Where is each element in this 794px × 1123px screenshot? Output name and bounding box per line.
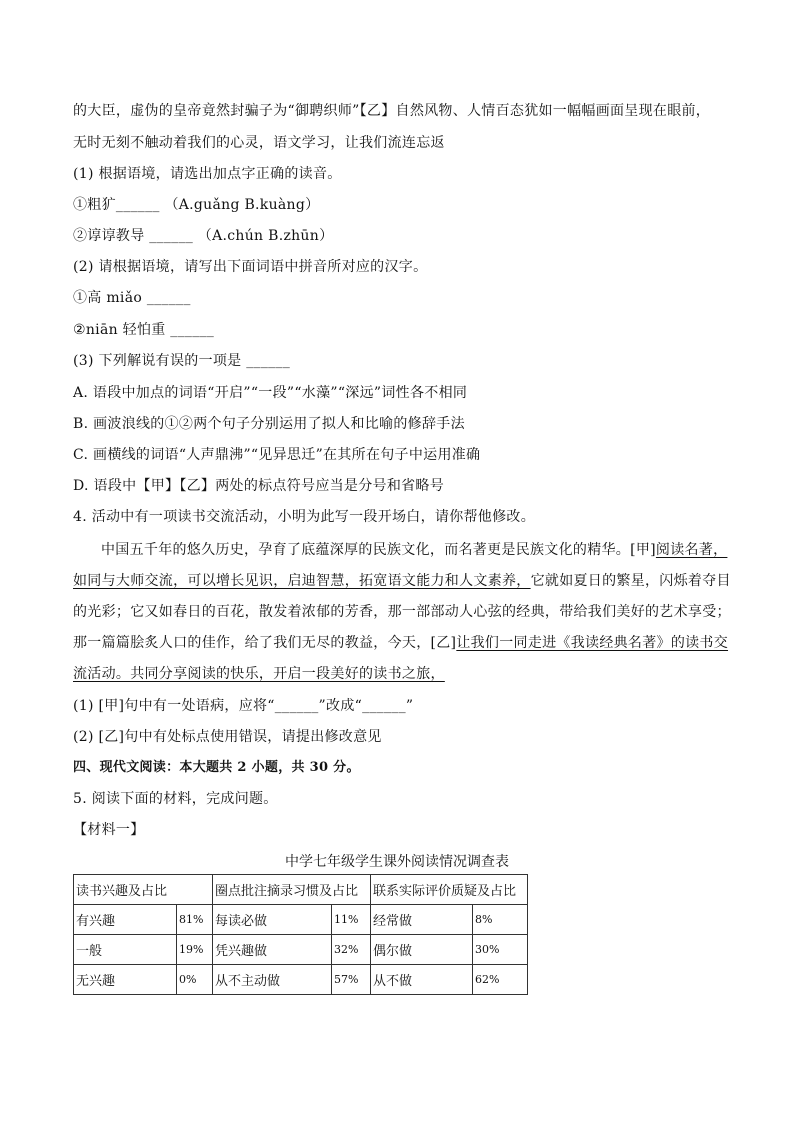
table-cell: 0%	[177, 965, 213, 995]
table-row	[74, 965, 528, 995]
table-header-row	[74, 875, 528, 905]
material-label: 【材料一】	[73, 822, 145, 838]
table-cell: 经常做	[371, 905, 473, 935]
question-4-2: (2) [乙]句中有处标点使用错误，请提出修改意见	[73, 729, 382, 745]
question-5: 5. 阅读下面的材料，完成问题。	[73, 791, 278, 807]
table-cell: 19%	[177, 935, 213, 965]
table-cell: 32%	[332, 935, 371, 965]
passage-line	[73, 571, 731, 591]
question-3-2: (2) 请根据语境，请写出下面词语中拼音所对应的汉字。	[73, 259, 428, 275]
text-line: 的大臣，虚伪的皇帝竟然封骗子为“御聘织师”【乙】自然风物、人情百态犹如一幅幅画面呈现在眼前，	[73, 103, 711, 119]
passage-text: 那一篇篇脍炙人口的佳作，给了我们无尽的教益，今天，[乙]	[73, 635, 457, 651]
table-cell: 从不做	[371, 965, 473, 995]
passage-line	[73, 664, 445, 684]
table-cell: 从不主动做	[213, 965, 332, 995]
underlined-sentence-jia: 阅读名著，	[655, 542, 728, 558]
choice-a: A. 语段中加点的词语“开启”“一段”“水藻”“深远”词性各不相同	[73, 385, 468, 401]
header-cell: 圈点批注摘录习惯及占比	[213, 875, 371, 905]
passage-line: 的光彩；它又如春日的百花，散发着浓郁的芳香，那一部部动人心弦的经典，带给我们美好的艺术享受；	[73, 604, 731, 620]
table-cell: 偶尔做	[371, 935, 473, 965]
option-line: ①粗犷______ （A.guǎng B.kuàng）	[73, 197, 320, 213]
table-cell: 凭兴趣做	[213, 935, 332, 965]
table-cell: 每读必做	[213, 905, 332, 935]
underlined-sentence-yi: 让我们一同走进《我读经典名著》的读书交	[456, 635, 729, 651]
table-cell: 有兴趣	[74, 905, 177, 935]
table-row	[74, 935, 528, 965]
passage-line	[73, 633, 728, 653]
choice-b: B. 画波浪线的①②两个句子分别运用了拟人和比喻的修辞手法	[73, 416, 465, 432]
section-header: 四、现代文阅读：本大题共 2 小题，共 30 分。	[73, 760, 360, 775]
choice-c: C. 画横线的词语“人声鼎沸”“见异思迁”在其所在句子中运用准确	[73, 447, 481, 463]
table-title: 中学七年级学生课外阅读情况调查表	[285, 854, 509, 870]
table-cell: 62%	[473, 965, 528, 995]
table-row	[74, 905, 528, 935]
table-cell: 57%	[332, 965, 371, 995]
question-4: 4. 活动中有一项读书交流活动，小明为此写一段开场白，请你帮他修改。	[73, 509, 536, 525]
header-cell: 联系实际评价质疑及占比	[371, 875, 528, 905]
passage-line	[101, 540, 727, 560]
passage-text: 它就如夏日的繁星，闪烁着夺目	[530, 573, 731, 589]
table-cell: 30%	[473, 935, 528, 965]
question-4-1: (1) [甲]句中有一处语病，应将“______”改成“______”	[73, 698, 414, 714]
table-cell: 一般	[74, 935, 177, 965]
underlined-sentence-yi: 流活动。共同分享阅读的快乐，开启一段美好的读书之旅，	[73, 666, 445, 682]
table-cell: 8%	[473, 905, 528, 935]
question-3-3: (3) 下列解说有误的一项是 ______	[73, 353, 291, 369]
table-cell: 81%	[177, 905, 213, 935]
question-3-1: (1) 根据语境，请选出加点字正确的读音。	[73, 166, 342, 182]
fill-line: ②niān 轻怕重 ______	[73, 322, 215, 338]
header-cell: 读书兴趣及占比	[74, 875, 213, 905]
option-line: ②谆谆教导 ______ （A.chún B.zhūn）	[73, 228, 334, 244]
fill-line: ①高 miǎo ______	[73, 290, 191, 306]
choice-d: D. 语段中【甲】【乙】两处的标点符号应当是分号和省略号	[73, 478, 445, 494]
passage-text: 中国五千年的悠久历史，孕育了底蕴深厚的民族文化，而名著更是民族文化的精华。[甲]	[101, 542, 656, 558]
table-cell: 无兴趣	[74, 965, 177, 995]
survey-table	[73, 874, 528, 995]
table-cell: 11%	[332, 905, 371, 935]
text-line: 无时无刻不触动着我们的心灵，语文学习，让我们流连忘返	[73, 135, 445, 151]
underlined-sentence-jia: 如同与大师交流，可以增长见识，启迪智慧，拓宽语文能力和人文素养，	[73, 573, 531, 589]
